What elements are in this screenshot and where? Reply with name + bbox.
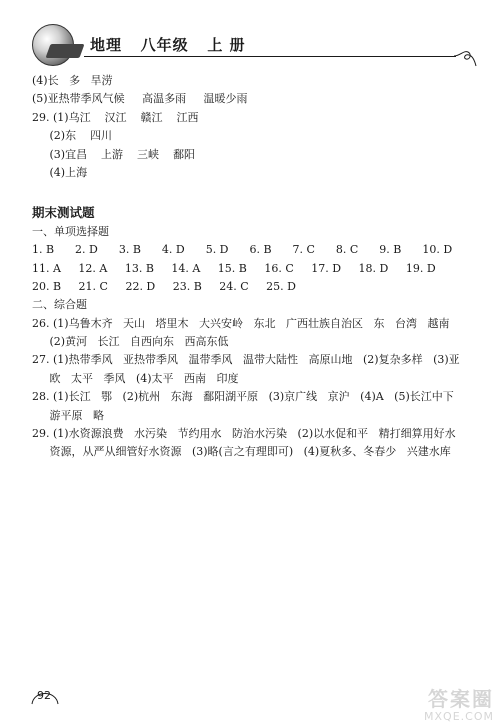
answer-line: 欧 太平 季风 (4)太平 西南 印度 [32, 371, 239, 385]
answer-line: 20. B 21. C 22. D 23. B 24. C 25. D [32, 279, 296, 293]
page-number: 92 [37, 689, 51, 702]
swirl-ornament-icon [452, 44, 478, 70]
answer-line: 1. B 2. D 3. B 4. D 5. D 6. B 7. C 8. C 9. B 10. D [32, 243, 453, 257]
answer-line: (5)亚热带季风气候 高温多雨 温暖少雨 [32, 92, 248, 106]
header-rule [84, 56, 456, 57]
answer-line: 11. A 12. A 13. B 14. A 15. B 16. C 17. D 18. D 19. D [32, 261, 436, 275]
answer-line: (2)东 四川 [32, 129, 113, 143]
answer-line: 26. (1)乌鲁木齐 天山 塔里木 大兴安岭 东北 广西壮族自治区 东 台湾 越南 [32, 316, 450, 330]
section-title: 期末测试题 [32, 205, 95, 221]
answer-line: 29. (1)水资源浪费 水污染 节约用水 防治水污染 (2)以水促和平 精打细算用好水 [32, 427, 456, 441]
answer-line: (2)黄河 长江 自西向东 西高东低 [32, 335, 229, 349]
answer-line: 资源，从严从细管好水资源 (3)略(言之有理即可) (4)夏秋多、冬春少 兴建水库 [32, 445, 451, 459]
answer-line: 28. (1)长江 鄂 (2)杭州 东海 鄱阳湖平原 (3)京广线 京沪 (4)A (5)长江中下 [32, 390, 454, 404]
watermark-text: 答案圈 [428, 687, 494, 711]
header-title: 地理 八年级 上 册 [90, 36, 246, 54]
answer-line: (3)宜昌 上游 三峡 鄱阳 [32, 147, 196, 161]
page-header [0, 0, 500, 70]
answer-line: 27. (1)热带季风 亚热带季风 温带季风 温带大陆性 高原山地 (2)复杂多样 (3)亚 [32, 353, 460, 367]
book-icon [45, 44, 84, 58]
watermark-logo [398, 683, 494, 723]
answer-line: 29. (1)乌江 汉江 赣江 江西 [32, 110, 199, 124]
answer-content [32, 72, 472, 462]
subsection-heading: 一、单项选择题 [32, 224, 109, 238]
subsection-heading: 二、综合题 [32, 298, 87, 312]
answer-line: 游平原 略 [32, 408, 104, 422]
answer-line: (4)上海 [32, 165, 88, 179]
watermark-url: MXQE.COM [424, 710, 494, 723]
answer-line: (4)长 多 旱涝 [32, 74, 113, 87]
